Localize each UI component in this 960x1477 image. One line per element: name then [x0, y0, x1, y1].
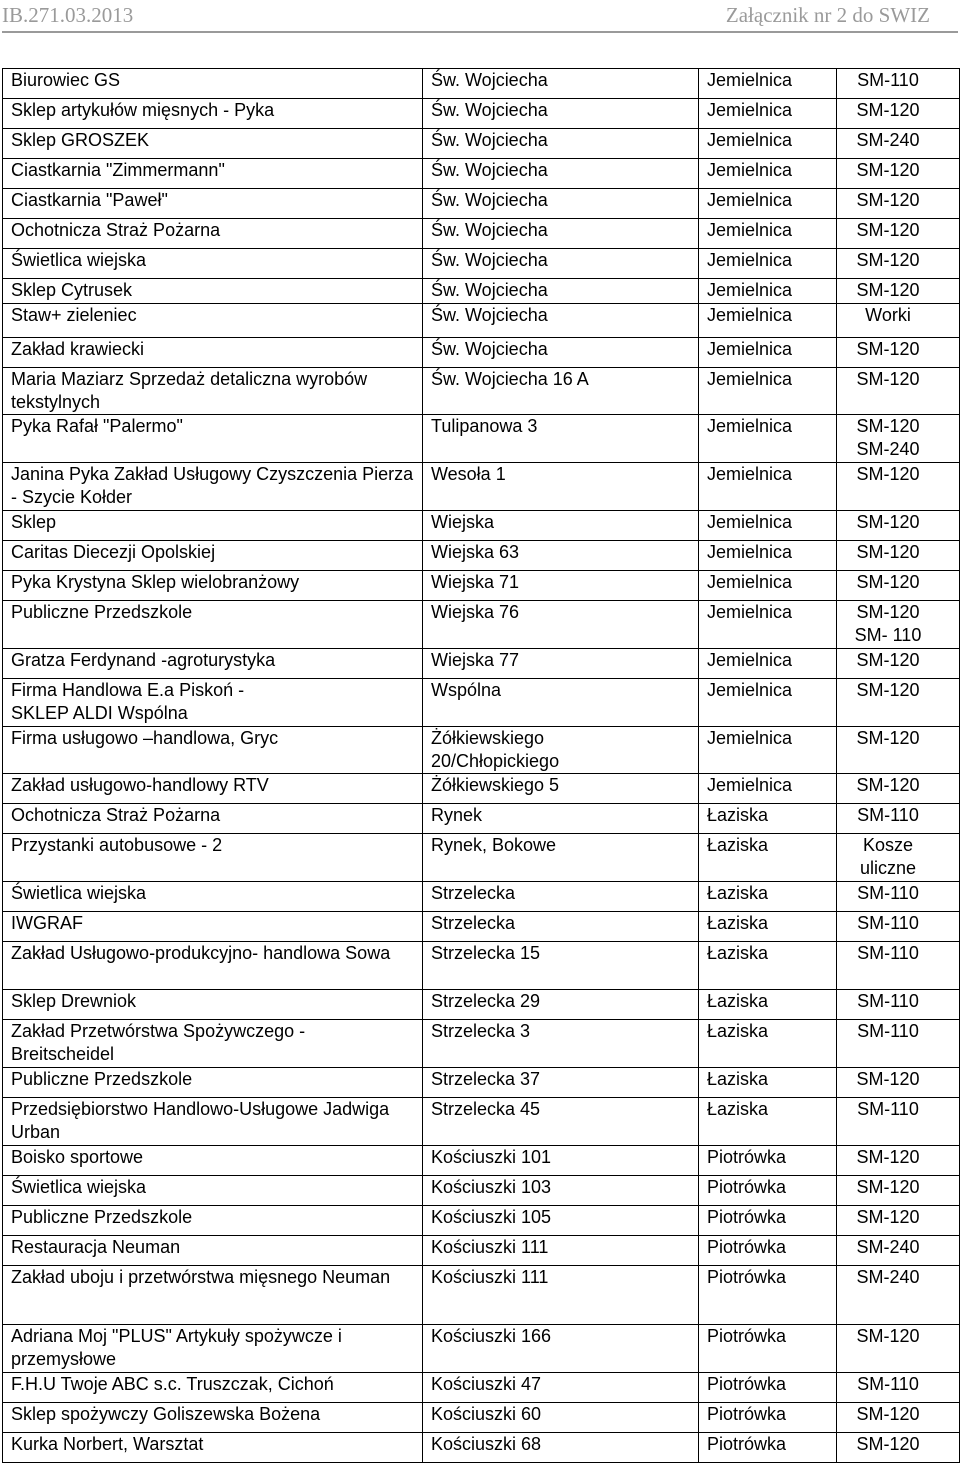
table-row — [3, 1266, 960, 1325]
table-row — [3, 804, 960, 834]
cell-street: Strzelecka 29 — [423, 990, 699, 1020]
cell-name: Pyka Rafał "Palermo" — [3, 415, 423, 463]
cell-street: Św. Wojciecha — [423, 69, 699, 99]
cell-village: Piotrówka — [699, 1176, 837, 1206]
table-row — [3, 219, 960, 249]
cell-street: Żółkiewskiego 20/Chłopickiego — [423, 727, 699, 774]
page-header — [0, 0, 960, 31]
cell-street: Św. Wojciecha — [423, 129, 699, 159]
cell-container-type: SM-110 — [837, 942, 960, 990]
cell-village: Piotrówka — [699, 1433, 837, 1463]
cell-name: Sklep Cytrusek — [3, 279, 423, 304]
cell-name: Sklep GROSZEK — [3, 129, 423, 159]
cell-street: Strzelecka 3 — [423, 1020, 699, 1068]
document-number: IB.271.03.2013 — [2, 3, 134, 27]
table-row — [3, 882, 960, 912]
cell-village: Piotrówka — [699, 1403, 837, 1433]
cell-street: Kościuszki 111 — [423, 1266, 699, 1325]
cell-village: Łaziska — [699, 942, 837, 990]
cell-village: Jemielnica — [699, 249, 837, 279]
cell-street: Kościuszki 60 — [423, 1403, 699, 1433]
cell-name: Maria Maziarz Sprzedaż detaliczna wyrobów tekstylnych — [3, 368, 423, 415]
cell-street: Św. Wojciecha — [423, 189, 699, 219]
cell-name: F.H.U Twoje ABC s.c. Truszczak, Cichoń — [3, 1373, 423, 1403]
cell-name: Świetlica wiejska — [3, 882, 423, 912]
cell-name: Zakład Usługowo-produkcyjno- handlowa Sowa — [3, 942, 423, 990]
cell-village: Jemielnica — [699, 279, 837, 304]
cell-village: Jemielnica — [699, 727, 837, 774]
cell-container-type: SM-120 — [837, 727, 960, 774]
cell-village: Jemielnica — [699, 511, 837, 541]
table-row — [3, 511, 960, 541]
cell-village: Łaziska — [699, 1020, 837, 1068]
cell-street: Św. Wojciecha — [423, 249, 699, 279]
cell-container-type: SM-240 — [837, 1236, 960, 1266]
cell-container-type: SM-110 — [837, 804, 960, 834]
cell-village: Jemielnica — [699, 774, 837, 804]
cell-village: Jemielnica — [699, 129, 837, 159]
cell-name: Sklep artykułów mięsnych - Pyka — [3, 99, 423, 129]
cell-village: Jemielnica — [699, 649, 837, 679]
cell-street: Rynek, Bokowe — [423, 834, 699, 882]
cell-village: Jemielnica — [699, 304, 837, 338]
cell-village: Jemielnica — [699, 541, 837, 571]
table-row — [3, 942, 960, 990]
cell-name: Świetlica wiejska — [3, 1176, 423, 1206]
cell-container-type: SM-120 — [837, 463, 960, 511]
cell-container-type: SM-110 — [837, 1373, 960, 1403]
cell-street: Wiejska — [423, 511, 699, 541]
cell-container-type: SM-110 — [837, 1020, 960, 1068]
cell-street: Kościuszki 47 — [423, 1373, 699, 1403]
cell-name: Publiczne Przedszkole — [3, 1068, 423, 1098]
cell-container-type: SM-110 — [837, 912, 960, 942]
cell-name: Publiczne Przedszkole — [3, 1206, 423, 1236]
table-row — [3, 774, 960, 804]
table-row — [3, 727, 960, 774]
cell-name: Świetlica wiejska — [3, 249, 423, 279]
cell-container-type: SM-120 — [837, 649, 960, 679]
table-row — [3, 279, 960, 304]
cell-container-type: Kosze uliczne — [837, 834, 960, 882]
cell-container-type: SM-120 — [837, 571, 960, 601]
cell-name: Zakład Przetwórstwa Spożywczego - Breitscheidel — [3, 1020, 423, 1068]
cell-village: Jemielnica — [699, 338, 837, 368]
cell-village: Jemielnica — [699, 69, 837, 99]
table-row — [3, 69, 960, 99]
table-row — [3, 368, 960, 415]
table-row — [3, 249, 960, 279]
cell-container-type: SM-120 — [837, 159, 960, 189]
cell-village: Piotrówka — [699, 1206, 837, 1236]
cell-village: Piotrówka — [699, 1373, 837, 1403]
cell-street: Tulipanowa 3 — [423, 415, 699, 463]
cell-name: Janina Pyka Zakład Usługowy Czyszczenia Pierza - Szycie Kołder — [3, 463, 423, 511]
cell-village: Jemielnica — [699, 219, 837, 249]
table-row — [3, 990, 960, 1020]
cell-village: Jemielnica — [699, 159, 837, 189]
table-row — [3, 541, 960, 571]
table-row — [3, 1068, 960, 1098]
table-row — [3, 834, 960, 882]
cell-village: Piotrówka — [699, 1266, 837, 1325]
cell-container-type: SM-240 — [837, 1266, 960, 1325]
cell-village: Jemielnica — [699, 679, 837, 727]
cell-container-type: SM-120 — [837, 189, 960, 219]
cell-street: Strzelecka 37 — [423, 1068, 699, 1098]
table-body — [3, 69, 960, 1463]
cell-name: Ochotnicza Straż Pożarna — [3, 219, 423, 249]
cell-container-type: SM-120 — [837, 541, 960, 571]
cell-village: Jemielnica — [699, 571, 837, 601]
cell-street: Kościuszki 111 — [423, 1236, 699, 1266]
table-row — [3, 912, 960, 942]
table-row — [3, 463, 960, 511]
cell-street: Kościuszki 103 — [423, 1176, 699, 1206]
cell-name: Staw+ zieleniec — [3, 304, 423, 338]
cell-street: Wiejska 63 — [423, 541, 699, 571]
table-row — [3, 1098, 960, 1146]
cell-street: Wiejska 77 — [423, 649, 699, 679]
cell-name: Ciastkarnia "Paweł" — [3, 189, 423, 219]
table-row — [3, 189, 960, 219]
cell-village: Łaziska — [699, 882, 837, 912]
table-row — [3, 1020, 960, 1068]
cell-village: Łaziska — [699, 990, 837, 1020]
cell-street: Kościuszki 101 — [423, 1146, 699, 1176]
table-row — [3, 649, 960, 679]
cell-village: Piotrówka — [699, 1325, 837, 1373]
cell-street: Św. Wojciecha — [423, 99, 699, 129]
cell-street: Kościuszki 68 — [423, 1433, 699, 1463]
cell-street: Strzelecka — [423, 912, 699, 942]
cell-name: Adriana Moj "PLUS" Artykuły spożywcze i przemysłowe — [3, 1325, 423, 1373]
cell-container-type: SM-110 — [837, 69, 960, 99]
cell-street: Św. Wojciecha — [423, 338, 699, 368]
cell-name: Kurka Norbert, Warsztat — [3, 1433, 423, 1463]
cell-container-type: SM-120 — [837, 338, 960, 368]
cell-name: Sklep Drewniok — [3, 990, 423, 1020]
cell-village: Jemielnica — [699, 463, 837, 511]
cell-street: Św. Wojciecha — [423, 159, 699, 189]
cell-name: Przystanki autobusowe - 2 — [3, 834, 423, 882]
cell-street: Św. Wojciecha — [423, 304, 699, 338]
cell-name: Firma usługowo –handlowa, Gryc — [3, 727, 423, 774]
cell-village: Łaziska — [699, 834, 837, 882]
cell-name: Biurowiec GS — [3, 69, 423, 99]
cell-village: Łaziska — [699, 912, 837, 942]
cell-street: Wiejska 71 — [423, 571, 699, 601]
table-row — [3, 1146, 960, 1176]
cell-container-type: SM-120 — [837, 1176, 960, 1206]
cell-street: Wesoła 1 — [423, 463, 699, 511]
table-row — [3, 571, 960, 601]
cell-name: Ochotnicza Straż Pożarna — [3, 804, 423, 834]
cell-village: Piotrówka — [699, 1236, 837, 1266]
cell-name: Firma Handlowa E.a Piskoń - SKLEP ALDI Wspólna — [3, 679, 423, 727]
table-row — [3, 304, 960, 338]
cell-name: Pyka Krystyna Sklep wielobranżowy — [3, 571, 423, 601]
attachment-label: Załącznik nr 2 do SWIZ — [725, 3, 930, 27]
cell-container-type: SM-120 SM-240 — [837, 415, 960, 463]
cell-name: Zakład krawiecki — [3, 338, 423, 368]
cell-street: Św. Wojciecha — [423, 279, 699, 304]
header-divider — [2, 31, 958, 33]
cell-name: Ciastkarnia "Zimmermann" — [3, 159, 423, 189]
cell-name: Caritas Diecezji Opolskiej — [3, 541, 423, 571]
cell-container-type: SM-120 — [837, 368, 960, 415]
cell-village: Jemielnica — [699, 601, 837, 649]
cell-container-type: SM-120 — [837, 679, 960, 727]
cell-container-type: SM-120 — [837, 1325, 960, 1373]
locations-table — [2, 68, 960, 1463]
table-row — [3, 1236, 960, 1266]
cell-name: Publiczne Przedszkole — [3, 601, 423, 649]
cell-village: Jemielnica — [699, 415, 837, 463]
cell-container-type: SM-120 — [837, 249, 960, 279]
cell-name: Boisko sportowe — [3, 1146, 423, 1176]
table-row — [3, 1206, 960, 1236]
cell-street: Żółkiewskiego 5 — [423, 774, 699, 804]
cell-container-type: SM-120 — [837, 774, 960, 804]
cell-container-type: SM-120 — [837, 511, 960, 541]
table-row — [3, 601, 960, 649]
table-row — [3, 1403, 960, 1433]
cell-name: Zakład uboju i przetwórstwa mięsnego Neuman — [3, 1266, 423, 1325]
cell-village: Piotrówka — [699, 1146, 837, 1176]
table-row — [3, 1325, 960, 1373]
cell-name: Sklep spożywczy Goliszewska Bożena — [3, 1403, 423, 1433]
cell-street: Strzelecka 45 — [423, 1098, 699, 1146]
table-row — [3, 415, 960, 463]
cell-name: Przedsiębiorstwo Handlowo-Usługowe Jadwiga Urban — [3, 1098, 423, 1146]
table-row — [3, 338, 960, 368]
cell-container-type: SM-120 — [837, 1146, 960, 1176]
cell-street: Wiejska 76 — [423, 601, 699, 649]
cell-village: Jemielnica — [699, 99, 837, 129]
cell-container-type: SM-110 — [837, 882, 960, 912]
table-row — [3, 159, 960, 189]
cell-container-type: SM-110 — [837, 1098, 960, 1146]
table-row — [3, 99, 960, 129]
cell-village: Łaziska — [699, 1068, 837, 1098]
cell-name: Restauracja Neuman — [3, 1236, 423, 1266]
cell-street: Św. Wojciecha 16 A — [423, 368, 699, 415]
cell-village: Jemielnica — [699, 368, 837, 415]
cell-street: Rynek — [423, 804, 699, 834]
cell-container-type: SM-110 — [837, 990, 960, 1020]
cell-container-type: SM-120 SM- 110 — [837, 601, 960, 649]
table-row — [3, 1433, 960, 1463]
cell-name: Gratza Ferdynand -agroturystyka — [3, 649, 423, 679]
cell-street: Strzelecka — [423, 882, 699, 912]
cell-street: Strzelecka 15 — [423, 942, 699, 990]
table-row — [3, 679, 960, 727]
cell-container-type: SM-120 — [837, 1068, 960, 1098]
table-row — [3, 1176, 960, 1206]
cell-container-type: SM-120 — [837, 1206, 960, 1236]
cell-name: Sklep — [3, 511, 423, 541]
cell-container-type: SM-120 — [837, 99, 960, 129]
cell-street: Kościuszki 105 — [423, 1206, 699, 1236]
table-row — [3, 1373, 960, 1403]
cell-name: Zakład usługowo-handlowy RTV — [3, 774, 423, 804]
cell-container-type: SM-240 — [837, 129, 960, 159]
cell-village: Łaziska — [699, 804, 837, 834]
cell-name: IWGRAF — [3, 912, 423, 942]
cell-village: Łaziska — [699, 1098, 837, 1146]
cell-street: Św. Wojciecha — [423, 219, 699, 249]
table-row — [3, 129, 960, 159]
cell-village: Jemielnica — [699, 189, 837, 219]
cell-street: Kościuszki 166 — [423, 1325, 699, 1373]
cell-container-type: SM-120 — [837, 1433, 960, 1463]
cell-container-type: SM-120 — [837, 1403, 960, 1433]
cell-container-type: Worki — [837, 304, 960, 338]
cell-street: Wspólna — [423, 679, 699, 727]
cell-container-type: SM-120 — [837, 279, 960, 304]
cell-container-type: SM-120 — [837, 219, 960, 249]
